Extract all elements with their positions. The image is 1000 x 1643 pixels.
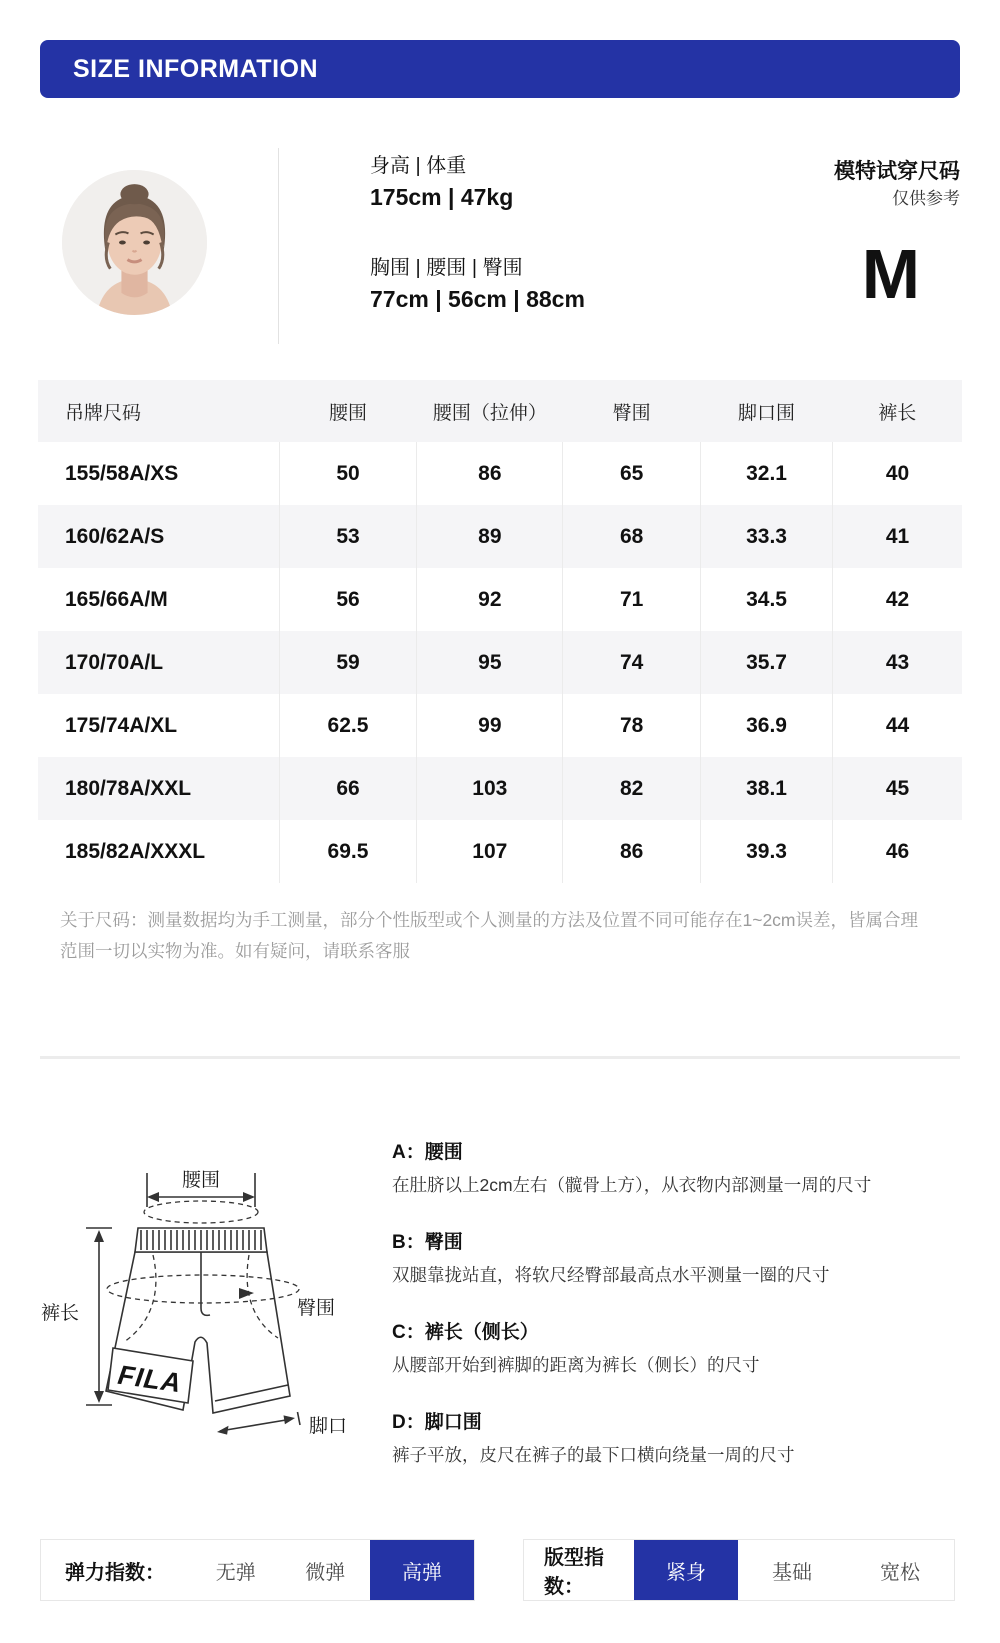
table-cell: 45 xyxy=(833,757,962,820)
table-cell: 56 xyxy=(279,568,417,631)
table-cell: 59 xyxy=(279,631,417,694)
table-header-row xyxy=(38,380,962,442)
measure-guide xyxy=(392,1140,972,1500)
table-cell: 69.5 xyxy=(279,820,417,883)
table-row xyxy=(38,694,962,757)
table-cell: 42 xyxy=(833,568,962,631)
table-cell: 78 xyxy=(563,694,701,757)
table-row xyxy=(38,568,962,631)
column-header: 臀围 xyxy=(563,380,701,442)
body-measure-value: 77cm | 56cm | 88cm xyxy=(370,286,585,312)
tryon-size-value: M xyxy=(861,235,920,313)
table-row xyxy=(38,757,962,820)
table-cell: 86 xyxy=(563,820,701,883)
page-title: SIZE INFORMATION xyxy=(73,54,319,83)
guide-item-title: A：腰围 xyxy=(392,1142,463,1163)
column-header: 脚口围 xyxy=(700,380,832,442)
table-cell: 53 xyxy=(279,505,417,568)
brand-logo: FILA xyxy=(116,1359,184,1399)
table-cell: 175/74A/XL xyxy=(65,713,178,737)
column-header: 裤长 xyxy=(833,380,962,442)
table-cell: 35.7 xyxy=(700,631,832,694)
model-tryon xyxy=(700,158,960,314)
fit-option-basic: 基础 xyxy=(772,1561,812,1584)
table-cell: 74 xyxy=(563,631,701,694)
table-row xyxy=(38,631,962,694)
pants-length-label: 裤长 xyxy=(40,1303,80,1324)
table-cell: 170/70A/L xyxy=(65,650,164,674)
body-measure-label: 胸围 | 腰围 | 臀围 xyxy=(370,257,523,279)
guide-item-desc: 从腰部开始到裤脚的距离为裤长（侧长）的尺寸 xyxy=(392,1355,760,1375)
guide-item-hem xyxy=(392,1410,972,1468)
size-disclaimer xyxy=(60,905,960,967)
guide-item-desc: 双腿靠拢站直，将软尺经臀部最高点水平测量一圈的尺寸 xyxy=(392,1265,830,1285)
elasticity-label: 弹力指数： xyxy=(65,1561,165,1584)
waist-label: 腰围 xyxy=(181,1170,221,1191)
table-row xyxy=(38,505,962,568)
table-cell: 95 xyxy=(417,631,563,694)
table-cell: 50 xyxy=(279,442,417,505)
table-cell: 89 xyxy=(417,505,563,568)
disclaimer-line-1: 关于尺码：测量数据均为手工测量，部分个性版型或个人测量的方法及位置不同可能存在1~2cm误差，皆属合理 xyxy=(60,910,919,930)
table-cell: 34.5 xyxy=(700,568,832,631)
elasticity-option-none: 无弹 xyxy=(215,1561,256,1584)
tryon-size-label: 模特试穿尺码 xyxy=(834,160,960,183)
column-header: 腰围 xyxy=(279,380,417,442)
table-cell: 180/78A/XXL xyxy=(65,776,192,800)
model-avatar xyxy=(62,170,207,315)
table-cell: 66 xyxy=(279,757,417,820)
guide-item-length xyxy=(392,1320,972,1378)
height-weight-label: 身高 | 体重 xyxy=(370,155,467,177)
table-cell: 160/62A/S xyxy=(65,524,165,548)
table-cell: 39.3 xyxy=(700,820,832,883)
table-cell: 32.1 xyxy=(700,442,832,505)
guide-item-desc: 在肚脐以上2cm左右（髋骨上方），从衣物内部测量一周的尺寸 xyxy=(392,1175,872,1195)
hem-label: 脚口 xyxy=(308,1416,348,1437)
tryon-size-note: 仅供参考 xyxy=(892,189,960,208)
table-cell: 107 xyxy=(417,820,563,883)
table-cell: 71 xyxy=(563,568,701,631)
fit-option-loose: 宽松 xyxy=(880,1561,920,1584)
elasticity-option-slight: 微弹 xyxy=(305,1561,346,1584)
table-row xyxy=(38,442,962,505)
table-row xyxy=(38,820,962,883)
section-header-banner xyxy=(40,40,960,98)
elasticity-index-bar xyxy=(40,1539,475,1601)
table-cell: 65 xyxy=(563,442,701,505)
fit-option-tight-selected: 紧身 xyxy=(634,1540,738,1600)
table-cell: 43 xyxy=(833,631,962,694)
guide-item-title: D：脚口围 xyxy=(392,1412,482,1433)
table-cell: 46 xyxy=(833,820,962,883)
section-divider xyxy=(40,1056,960,1059)
hip-label: 臀围 xyxy=(296,1298,336,1319)
table-cell: 33.3 xyxy=(700,505,832,568)
table-cell: 86 xyxy=(417,442,563,505)
table-cell: 92 xyxy=(417,568,563,631)
shorts-measure-diagram xyxy=(20,1085,360,1450)
table-cell: 38.1 xyxy=(700,757,832,820)
guide-item-title: B：臀围 xyxy=(392,1232,463,1253)
table-cell: 68 xyxy=(563,505,701,568)
guide-item-title: C：裤长（侧长） xyxy=(392,1322,539,1343)
table-cell: 41 xyxy=(833,505,962,568)
table-cell: 103 xyxy=(417,757,563,820)
height-weight-value: 175cm | 47kg xyxy=(370,184,514,210)
table-cell: 82 xyxy=(563,757,701,820)
vertical-divider xyxy=(278,148,279,344)
table-cell: 99 xyxy=(417,694,563,757)
size-table xyxy=(38,380,962,883)
table-cell: 40 xyxy=(833,442,962,505)
guide-item-waist xyxy=(392,1140,972,1198)
guide-item-hip xyxy=(392,1230,972,1288)
table-cell: 36.9 xyxy=(700,694,832,757)
table-cell: 155/58A/XS xyxy=(65,461,179,485)
guide-item-desc: 裤子平放，皮尺在裤子的最下口横向绕量一周的尺寸 xyxy=(392,1445,795,1465)
column-header: 腰围（拉伸） xyxy=(417,380,563,442)
model-photo-illustration xyxy=(62,170,207,315)
table-cell: 44 xyxy=(833,694,962,757)
elasticity-option-high-selected: 高弹 xyxy=(370,1540,474,1600)
fit-index-bar xyxy=(523,1539,955,1601)
model-stats xyxy=(370,152,585,316)
table-cell: 165/66A/M xyxy=(65,587,168,611)
table-cell: 62.5 xyxy=(279,694,417,757)
column-header: 吊牌尺码 xyxy=(38,380,279,442)
fit-label: 版型指数： xyxy=(544,1547,604,1598)
table-cell: 185/82A/XXXL xyxy=(65,839,206,863)
disclaimer-line-2: 范围一切以实物为准。如有疑问，请联系客服 xyxy=(60,941,410,961)
